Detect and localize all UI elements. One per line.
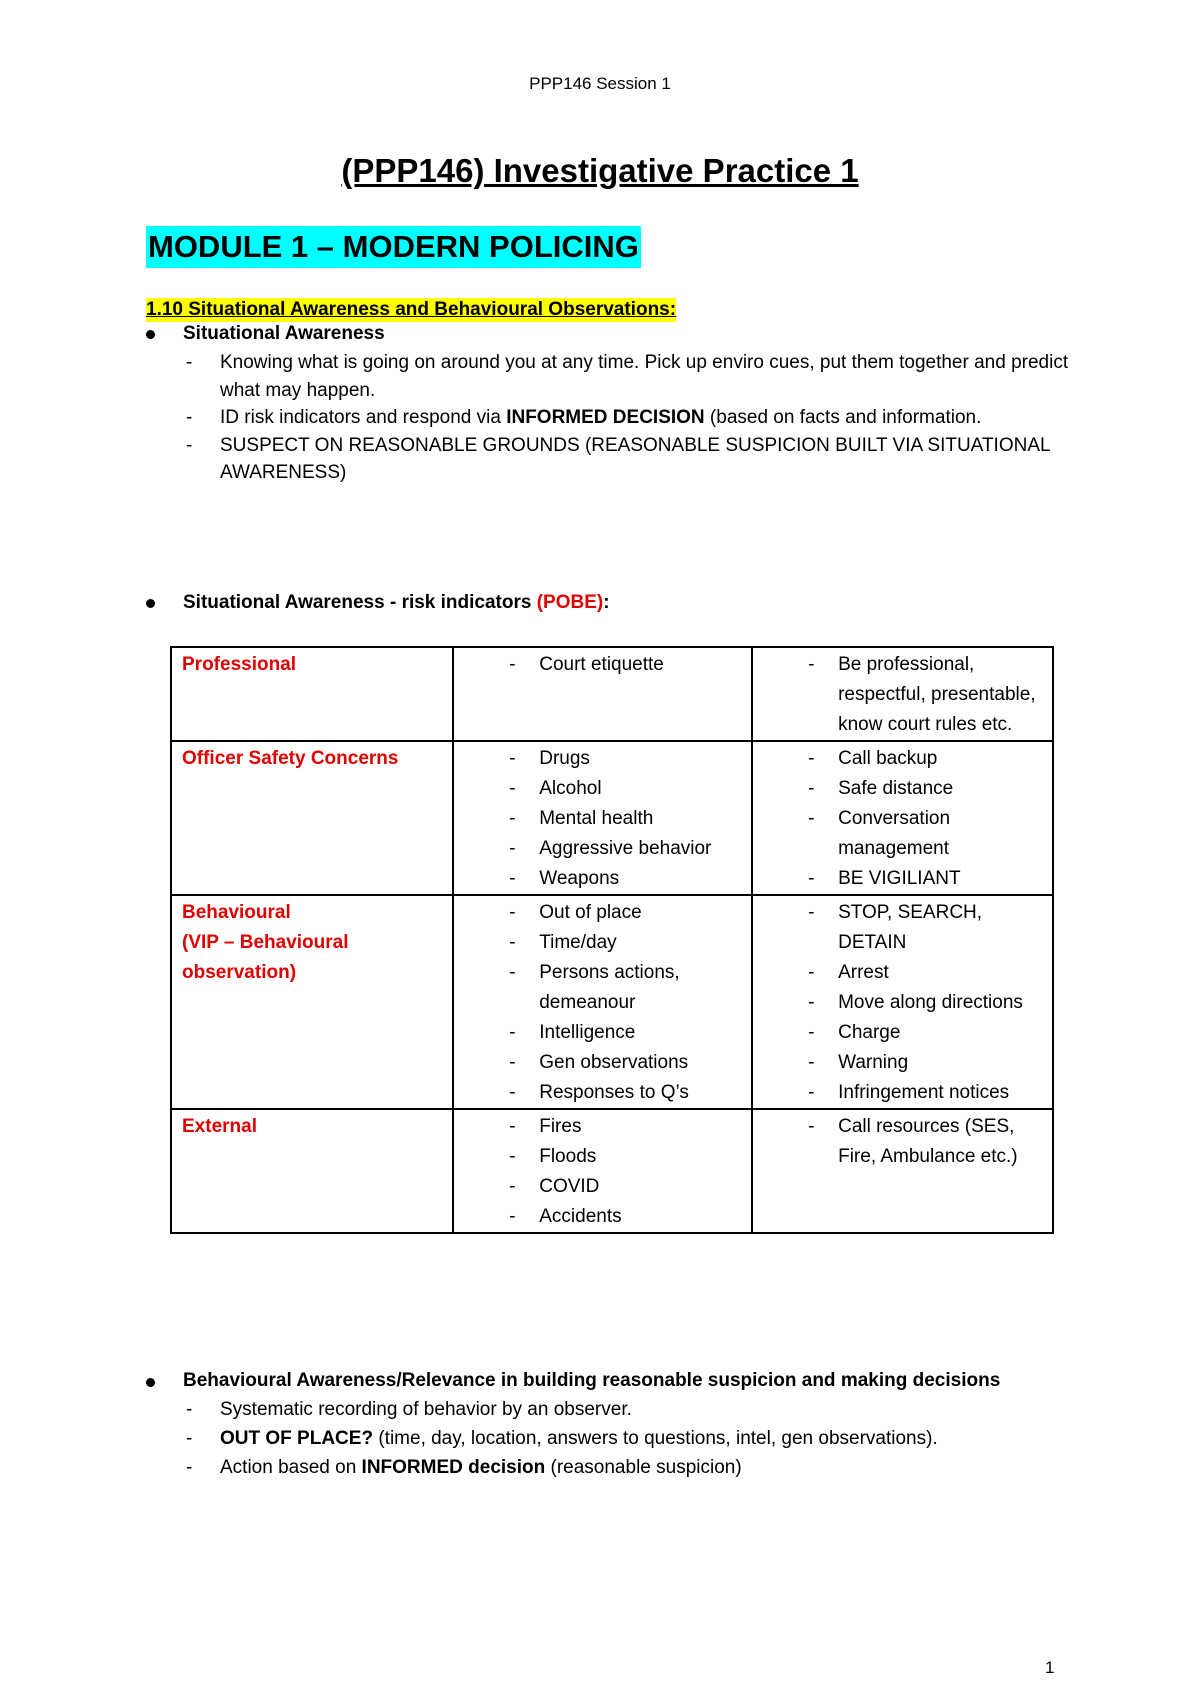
dash-icon: - <box>509 748 516 769</box>
dash-icon: - <box>186 407 193 428</box>
item-text: Aggressive behavior <box>539 838 712 859</box>
dash-icon: - <box>808 654 815 675</box>
cell-list <box>464 744 741 894</box>
module-heading: MODULE 1 – MODERN POLICING <box>146 226 641 268</box>
response-cell <box>752 741 1053 895</box>
category-cell <box>171 741 453 895</box>
table-row <box>171 647 1053 741</box>
dash-icon: - <box>186 1428 193 1449</box>
bullet-title: Situational Awareness - risk indicators (POBE): <box>146 588 1076 618</box>
bullet-dot-icon <box>146 599 155 608</box>
item-text: Persons actions, demeanour <box>539 962 680 1013</box>
dash-icon: - <box>808 868 815 889</box>
dash-icon: - <box>509 778 516 799</box>
item-text: STOP, SEARCH, DETAIN <box>838 902 983 953</box>
list-item: - SUSPECT ON REASONABLE GROUNDS (REASONABLE SUSPICION BUILT VIA SITUATIONAL AWARENESS) <box>146 432 1076 487</box>
dash-list <box>146 1395 1076 1482</box>
item-text: Fires <box>539 1116 582 1137</box>
response-cell <box>752 895 1053 1109</box>
category-cell <box>171 1109 453 1233</box>
dash-icon: - <box>808 1022 815 1043</box>
item-text: Conversation management <box>838 808 951 859</box>
list-item <box>464 1202 741 1232</box>
item-text: Call backup <box>838 748 938 769</box>
category-label: Professional <box>182 654 297 675</box>
table-row <box>171 1109 1053 1233</box>
dash-icon: - <box>509 902 516 923</box>
item-text: Responses to Q’s <box>539 1082 689 1103</box>
item-text: Alcohol <box>539 778 602 799</box>
item-text: Accidents <box>539 1206 622 1227</box>
indicator-cell <box>453 1109 752 1233</box>
item-text: Infringement notices <box>838 1082 1010 1103</box>
bullet-title: Behavioural Awareness/Relevance in building reasonable suspicion and making decisions <box>146 1367 1076 1395</box>
list-item <box>763 650 1042 740</box>
item-text: Be professional, respectful, presentable, know court rules etc. <box>838 654 1036 735</box>
indicator-cell <box>453 741 752 895</box>
bullet-dot-icon <box>146 330 155 339</box>
indicator-cell <box>453 647 752 741</box>
item-text: Court etiquette <box>539 654 664 675</box>
item-text: Move along directions <box>838 992 1023 1013</box>
dash-icon: - <box>509 932 516 953</box>
page-header: PPP146 Session 1 <box>529 74 671 93</box>
bullet-risk-indicators <box>146 588 1076 618</box>
list-item: - Action based on INFORMED decision (reasonable suspicion) <box>146 1453 1076 1482</box>
list-item <box>464 834 741 864</box>
cell-list <box>763 898 1042 1108</box>
category-cell <box>171 895 453 1109</box>
list-item <box>763 898 1042 958</box>
category-label: (VIP – Behavioural observation) <box>182 932 349 983</box>
dash-icon: - <box>509 962 516 983</box>
dash-icon: - <box>808 1052 815 1073</box>
dash-icon: - <box>509 1206 516 1227</box>
item-text: Intelligence <box>539 1022 636 1043</box>
section-heading: 1.10 Situational Awareness and Behavioural Observations: <box>146 299 677 320</box>
list-item: - ID risk indicators and respond via INFORMED DECISION (based on facts and information. <box>146 404 1076 432</box>
list-item: - Knowing what is going on around you at any time. Pick up enviro cues, put them together and predict what may happen. <box>146 349 1076 404</box>
list-item <box>464 804 741 834</box>
list-item <box>464 1048 741 1078</box>
cell-list <box>464 650 741 680</box>
item-text: Call resources (SES, Fire, Ambulance etc.) <box>838 1116 1018 1167</box>
cell-list <box>464 1112 741 1232</box>
list-item <box>763 988 1042 1018</box>
bullet-title: Situational Awareness <box>146 319 1076 349</box>
list-item: - Systematic recording of behavior by an observer. <box>146 1395 1076 1424</box>
table-row <box>171 741 1053 895</box>
category-cell <box>171 647 453 741</box>
table-row <box>171 895 1053 1109</box>
item-text: Out of place <box>539 902 642 923</box>
dash-icon: - <box>186 434 193 456</box>
list-item <box>464 898 741 928</box>
list-item <box>464 864 741 894</box>
item-text: Time/day <box>539 932 617 953</box>
category-label: External <box>182 1116 257 1137</box>
item-text: Weapons <box>539 868 620 889</box>
list-item <box>763 1078 1042 1108</box>
dash-icon: - <box>186 352 193 373</box>
bullet-dot-icon <box>146 1378 155 1387</box>
indicator-cell <box>453 895 752 1109</box>
list-item: - OUT OF PLACE? (time, day, location, answers to questions, intel, gen observations). <box>146 1424 1076 1453</box>
dash-icon: - <box>808 902 815 923</box>
list-item <box>763 958 1042 988</box>
dash-icon: - <box>509 1052 516 1073</box>
list-item <box>464 650 741 680</box>
dash-icon: - <box>509 1022 516 1043</box>
dash-icon: - <box>808 748 815 769</box>
dash-icon: - <box>808 1116 815 1137</box>
item-text: Drugs <box>539 748 590 769</box>
dash-icon: - <box>509 808 516 829</box>
dash-icon: - <box>509 1116 516 1137</box>
dash-icon: - <box>509 1176 516 1197</box>
response-cell <box>752 647 1053 741</box>
dash-icon: - <box>808 962 815 983</box>
dash-icon: - <box>186 1457 193 1478</box>
list-item <box>464 1018 741 1048</box>
list-item <box>763 1048 1042 1078</box>
dash-icon: - <box>808 778 815 799</box>
dash-list <box>146 349 1076 487</box>
bullet-situational-awareness <box>146 319 1076 487</box>
dash-icon: - <box>509 868 516 889</box>
list-item <box>464 744 741 774</box>
pobe-table <box>170 646 1054 1234</box>
page-number: 1 <box>1045 1658 1055 1677</box>
list-item <box>464 1112 741 1142</box>
document-title: (PPP146) Investigative Practice 1 <box>341 152 859 189</box>
item-text: Gen observations <box>539 1052 689 1073</box>
dash-icon: - <box>509 838 516 859</box>
item-text: BE VIGILIANT <box>838 868 961 889</box>
item-text: Floods <box>539 1146 597 1167</box>
category-label: Behavioural <box>182 902 291 923</box>
response-cell <box>752 1109 1053 1233</box>
list-item <box>464 1142 741 1172</box>
category-label: Officer Safety Concerns <box>182 748 399 769</box>
list-item <box>464 958 741 1018</box>
cell-list <box>763 1112 1042 1172</box>
list-item <box>763 804 1042 864</box>
list-item <box>763 774 1042 804</box>
dash-icon: - <box>808 992 815 1013</box>
bullet-behavioural-awareness <box>146 1367 1076 1482</box>
item-text: Warning <box>838 1052 909 1073</box>
dash-icon: - <box>509 1082 516 1103</box>
dash-icon: - <box>808 808 815 829</box>
list-item <box>464 928 741 958</box>
dash-icon: - <box>186 1399 193 1420</box>
cell-list <box>464 898 741 1108</box>
list-item <box>763 864 1042 894</box>
item-text: Mental health <box>539 808 654 829</box>
dash-icon: - <box>509 1146 516 1167</box>
item-text: Safe distance <box>838 778 954 799</box>
list-item <box>763 1018 1042 1048</box>
cell-list <box>763 744 1042 894</box>
list-item <box>763 1112 1042 1172</box>
cell-list <box>763 650 1042 740</box>
item-text: COVID <box>539 1176 600 1197</box>
dash-icon: - <box>808 1082 815 1103</box>
item-text: Arrest <box>838 962 889 983</box>
list-item <box>464 774 741 804</box>
item-text: Charge <box>838 1022 901 1043</box>
list-item <box>464 1078 741 1108</box>
list-item <box>763 744 1042 774</box>
dash-icon: - <box>509 654 516 675</box>
list-item <box>464 1172 741 1202</box>
